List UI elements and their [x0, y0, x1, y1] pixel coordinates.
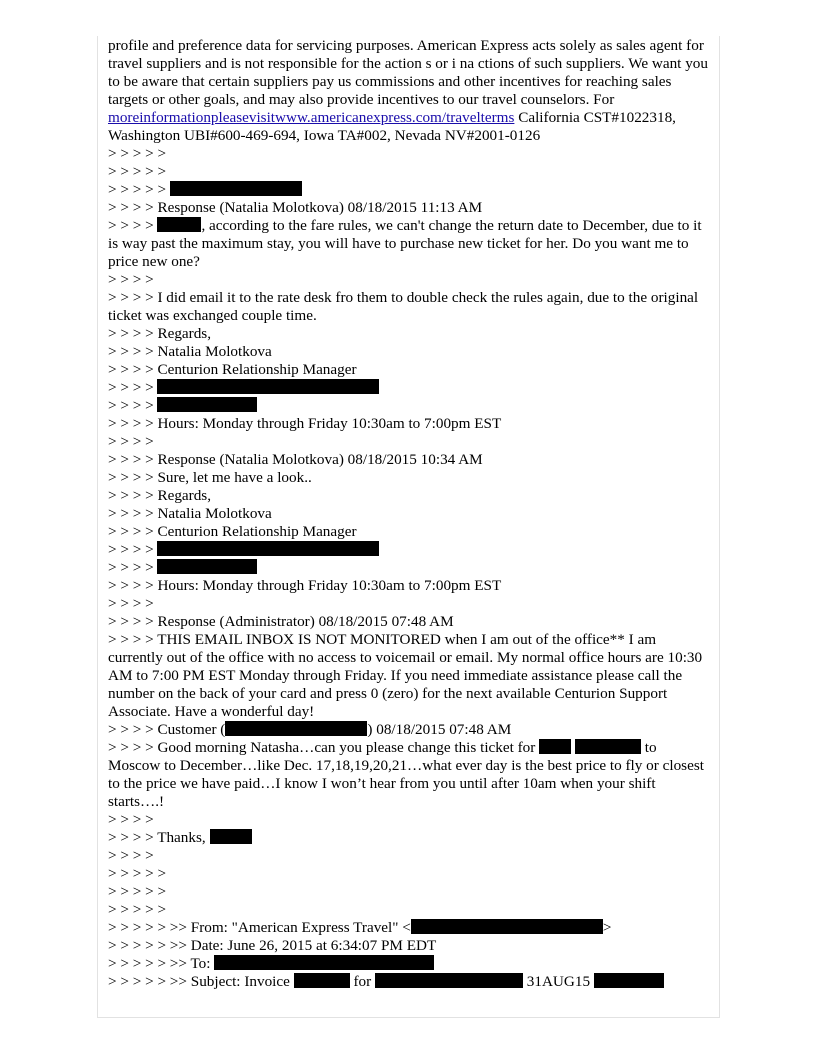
- signature-regards: > > > > Regards,: [108, 487, 212, 504]
- terms-paragraph: [108, 37, 708, 145]
- customer-thanks: > > > > Thanks,: [108, 829, 708, 847]
- quote-line: > > > > >: [108, 865, 167, 882]
- signature-title: > > > > Centurion Relationship Manager: [108, 523, 357, 540]
- quote-line: > > > >: [108, 271, 154, 288]
- redaction: [157, 559, 257, 574]
- quote-line: > > > >: [108, 847, 154, 864]
- signature-name: > > > > Natalia Molotkova: [108, 505, 272, 522]
- response-header: > > > > Response (Natalia Molotkova) 08/18/2015 10:34 AM: [108, 451, 483, 468]
- quote-line: > > > > >: [108, 163, 167, 180]
- customer-body: > > > > Good morning Natasha…can you please change this ticket for to Moscow to December…like Dec. 17,18,19,20,21…what ever day is the best price to fly or closest to the price we have paid…I know I won’t hear from you until after 10am when your shift starts….!: [108, 739, 704, 810]
- quote-line: > > > > >: [108, 145, 167, 162]
- signature-regards: > > > > Regards,: [108, 325, 212, 342]
- redaction: [214, 955, 434, 970]
- redaction: [411, 919, 603, 934]
- forward-date: > > > > > >> Date: June 26, 2015 at 6:34:07 PM EDT: [108, 937, 437, 954]
- signature-redacted: > > > >: [108, 559, 708, 577]
- quote-line: > > > >: [108, 433, 154, 450]
- customer-header: > > > > Customer ( ) 08/18/2015 07:48 AM: [108, 721, 512, 738]
- redaction: [170, 181, 302, 196]
- forward-from: > > > > > >> From: "American Express Travel" < >: [108, 919, 612, 936]
- redaction: [375, 973, 523, 988]
- signature-hours: > > > > Hours: Monday through Friday 10:30am to 7:00pm EST: [108, 415, 502, 432]
- redaction: [157, 379, 379, 394]
- response-body: > > > > I did email it to the rate desk fro them to double check the rules again, due to the original ticket was exchanged couple time.: [108, 289, 699, 324]
- redaction: [539, 739, 571, 754]
- redaction: [210, 829, 252, 844]
- redaction: [157, 217, 201, 232]
- email-thread: [108, 37, 708, 991]
- forward-to: > > > > > >> To:: [108, 955, 708, 973]
- signature-name: > > > > Natalia Molotkova: [108, 343, 272, 360]
- redaction: [594, 973, 664, 988]
- response-body: > > > > , according to the fare rules, we can't change the return date to December, due to it is way past the maximum stay, you will have to purchase new ticket for her. Do you want me to price new one?: [108, 217, 702, 270]
- signature-redacted: > > > >: [108, 541, 708, 559]
- response-header: > > > > Response (Administrator) 08/18/2015 07:48 AM: [108, 613, 454, 630]
- response-body: > > > > Sure, let me have a look..: [108, 469, 312, 486]
- signature-title: > > > > Centurion Relationship Manager: [108, 361, 357, 378]
- license-text: California CST#1022318, Washington UBI#600-469-694, Iowa TA#002, Nevada NV#2001-0126: [108, 109, 676, 144]
- redaction: [294, 973, 350, 988]
- signature-hours: > > > > Hours: Monday through Friday 10:30am to 7:00pm EST: [108, 577, 502, 594]
- redaction: [225, 721, 367, 736]
- redaction: [157, 397, 257, 412]
- forward-subject: > > > > > >> Subject: Invoice for 31AUG15: [108, 973, 708, 991]
- signature-redacted: > > > >: [108, 397, 708, 415]
- quote-line: > > > > >: [108, 883, 167, 900]
- quote-line: > > > >: [108, 811, 154, 828]
- redaction: [575, 739, 641, 754]
- signature-redacted: > > > >: [108, 379, 708, 397]
- response-header: > > > > Response (Natalia Molotkova) 08/18/2015 11:13 AM: [108, 199, 483, 216]
- quote-line: > > > > >: [108, 181, 708, 199]
- quote-line: > > > > >: [108, 901, 167, 918]
- quote-line: > > > >: [108, 595, 154, 612]
- terms-text: profile and preference data for servicing purposes. American Express acts solely as sales agent for travel suppliers and is not responsible for the action s or i na ctions of such suppliers. We want you to be aware that certain suppliers pay us commissions and other incentives for reaching sales targets or other goals, and may also provide incentives to our travel counselors. For: [108, 37, 708, 108]
- redaction: [157, 541, 379, 556]
- terms-link[interactable]: moreinformationpleasevisitwww.americanexpress.com/travelterms: [108, 109, 515, 126]
- response-body: > > > > THIS EMAIL INBOX IS NOT MONITORED when I am out of the office** I am currently out of the office with no access to voicemail or email. My normal office hours are 10:30 AM to 7:00 PM EST Monday through Friday. If you need immediate assistance please call the number on the back of your card and press 0 (zero) for the next available Centurion Support Associate. Have a wonderful day!: [108, 631, 703, 720]
